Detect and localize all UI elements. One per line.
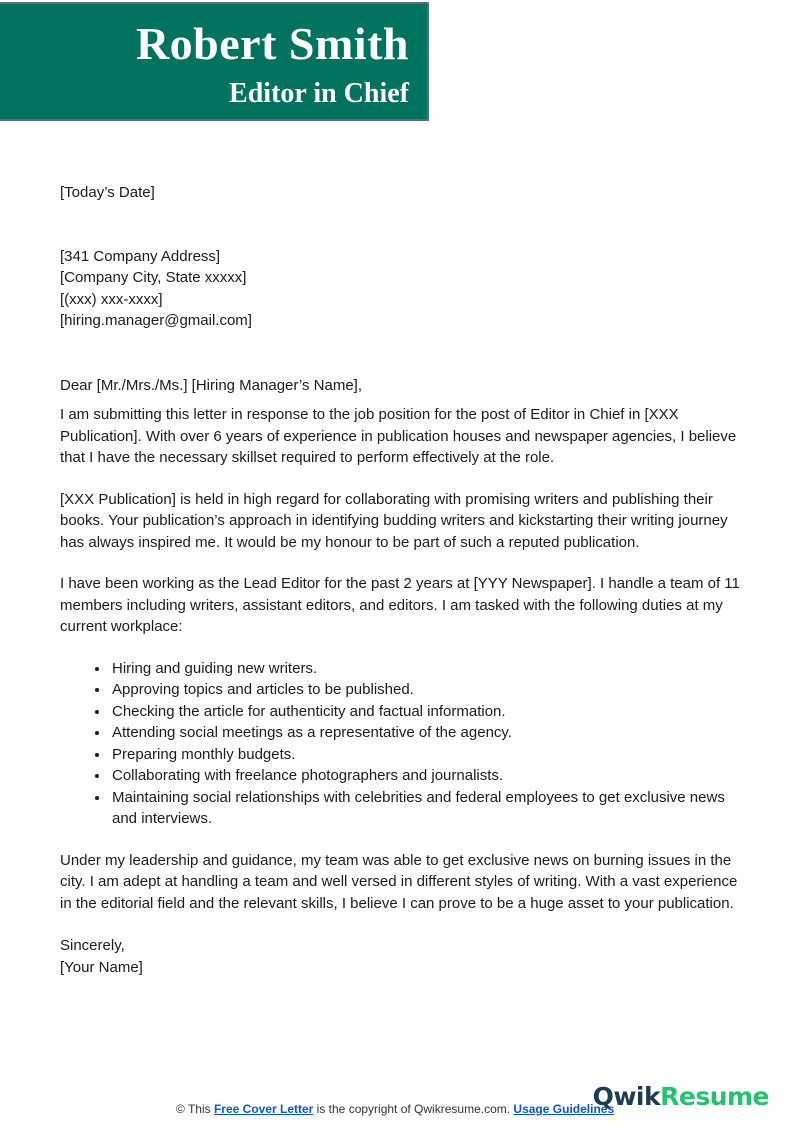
date-placeholder: [Today’s Date] <box>60 184 155 201</box>
letter-body <box>60 182 746 978</box>
copyright-middle: is the copyright of Qwikresume.com. <box>313 1102 514 1116</box>
header-banner <box>0 2 429 121</box>
duty-item: • Hiring and guiding new writers. <box>110 658 746 680</box>
duty-item: • Collaborating with freelance photographers and journalists. <box>110 765 746 787</box>
duty-item: • Maintaining social relationships with celebrities and federal employees to get exclusive news and interviews. <box>110 787 746 830</box>
signature-placeholder: [Your Name] <box>60 958 143 976</box>
closing-paragraph: Under my leadership and guidance, my team was able to get exclusive news on burning issues in the city. I am adept at handling a team and well versed in different styles of writing. With a vast experience in the editorial field and the relevant skills, I believe I can prove to be a huge asset to your publication. <box>60 851 738 912</box>
address-line: [341 Company Address] <box>60 247 221 265</box>
body-paragraph: I have been working as the Lead Editor for the past 2 years at [YYY Newspaper]. I handle a team of 11 members including writers, assistant editors, and editors. I am tasked with the following duties at my current workplace: <box>60 575 740 635</box>
footer-copyright <box>176 1102 614 1116</box>
address-line: [(xxx) xxx-xxxx] <box>60 290 163 308</box>
logo-qwik-text: Qwik <box>592 1082 661 1111</box>
usage-guidelines-link[interactable]: Usage Guidelines <box>513 1102 615 1116</box>
signoff: Sincerely, <box>60 937 125 954</box>
duty-item: • Attending social meetings as a representative of the agency. <box>110 722 746 744</box>
candidate-job-title: Editor in Chief <box>229 78 409 109</box>
body-paragraph: [XXX Publication] is held in high regard for collaborating with promising writers and publishing their books. Your publication’s approach in identifying budding writers and kickstarting their writing journey has always inspired me. It would be my honour to be part of such a reputed publication. <box>60 490 728 551</box>
address-line: [hiring.manager@gmail.com] <box>60 312 252 329</box>
duty-item: • Preparing monthly budgets. <box>110 744 746 766</box>
signoff-block <box>60 935 746 978</box>
free-cover-letter-link[interactable]: Free Cover Letter <box>213 1102 314 1116</box>
duty-item: • Checking the article for authenticity and factual information. <box>110 701 746 723</box>
address-line: [Company City, State xxxxx] <box>60 269 247 286</box>
candidate-name: Robert Smith <box>135 18 409 69</box>
salutation: Dear [Mr./Mrs./Ms.] [Hiring Manager’s Name], <box>60 376 363 394</box>
duties-list <box>60 658 746 830</box>
recipient-address-block <box>60 246 746 332</box>
qwikresume-logo <box>593 1082 769 1111</box>
logo-resume-text: Resume <box>660 1082 769 1111</box>
copyright-prefix: © This <box>176 1102 214 1116</box>
body-paragraph: I am submitting this letter in response to the job position for the post of Editor in Chief in [XXX Publication]. With over 6 years of experience in publication houses and newspaper agencies, I believe that I have the necessary skillset required to perform effectively at the role. <box>60 406 737 466</box>
duty-item: • Approving topics and articles to be published. <box>110 679 746 701</box>
